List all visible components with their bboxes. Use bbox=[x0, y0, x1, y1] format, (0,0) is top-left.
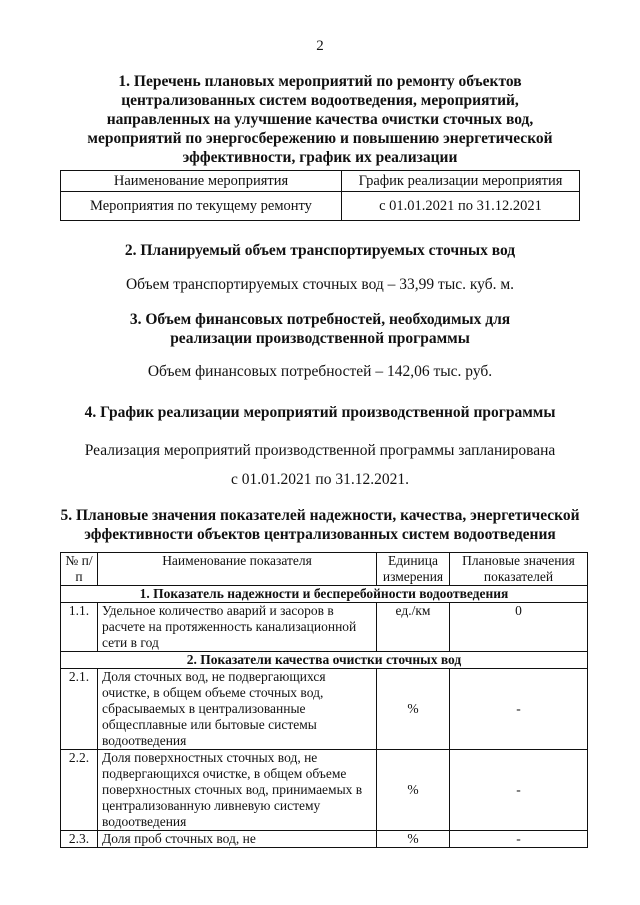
section3-title-line: 3. Объем финансовых потребностей, необходимых для bbox=[129, 311, 511, 328]
header-cell: Единица измерения bbox=[377, 553, 450, 586]
unit-cell: % bbox=[377, 669, 450, 750]
row-number-cell: 2.1. bbox=[61, 669, 98, 750]
section1-title bbox=[60, 72, 580, 167]
section-title-cell: 1. Показатель надежности и бесперебойности водоотведения bbox=[61, 586, 588, 603]
indicator-name-cell: Доля поверхностных сточных вод, не подвергающихся очистке, в общем объеме поверхностных сточных вод, принимаемых в централизованную ливневую систему водоотведения bbox=[98, 750, 377, 831]
section3-title bbox=[60, 310, 580, 348]
section4-text-line: с 01.01.2021 по 31.12.2021. bbox=[231, 471, 409, 488]
header-cell: Плановые значения показателей bbox=[450, 553, 588, 586]
indicator-name-cell: Удельное количество аварий и засоров в расчете на протяженность канализационной сети в год bbox=[98, 603, 377, 652]
section4-text bbox=[40, 436, 600, 494]
section1-title-line: мероприятий по энергосбережению и повышению энергетической bbox=[87, 130, 553, 147]
section-title-cell: 2. Показатели качества очистки сточных вод bbox=[61, 652, 588, 669]
table-cell: с 01.01.2021 по 31.12.2021 bbox=[342, 192, 580, 221]
table-row bbox=[61, 603, 588, 652]
section4-text-line: Реализация мероприятий производственной программы запланирована bbox=[84, 442, 556, 459]
section2-text: Объем транспортируемых сточных вод – 33,99 тыс. куб. м. bbox=[125, 276, 515, 293]
section5-title-line: эффективности объектов централизованных систем водоотведения bbox=[84, 526, 556, 543]
section4-title: 4. График реализации мероприятий производственной программы bbox=[84, 404, 556, 421]
table-row bbox=[61, 750, 588, 831]
value-cell: 0 bbox=[450, 603, 588, 652]
section5-title-line: 5. Плановые значения показателей надежности, качества, энергетической bbox=[60, 507, 580, 524]
section1-title-line: направленных на улучшение качества очистки сточных вод, bbox=[106, 111, 534, 128]
header-cell: Наименование показателя bbox=[98, 553, 377, 586]
value-cell: - bbox=[450, 831, 588, 848]
header-cell: Наименование мероприятия bbox=[61, 171, 342, 192]
section1-title-line: 1. Перечень плановых мероприятий по ремонту объектов bbox=[118, 73, 522, 90]
row-number-cell: 2.3. bbox=[61, 831, 98, 848]
section1-title-line: эффективности, график их реализации bbox=[182, 149, 458, 166]
value-cell: - bbox=[450, 669, 588, 750]
table-section-row bbox=[61, 652, 588, 669]
unit-cell: % bbox=[377, 750, 450, 831]
table-section-row bbox=[61, 586, 588, 603]
header-cell: График реализации мероприятия bbox=[342, 171, 580, 192]
table-row bbox=[61, 192, 580, 221]
indicators-table bbox=[60, 552, 588, 848]
table-header-row bbox=[61, 553, 588, 586]
indicator-name-cell: Доля проб сточных вод, не bbox=[98, 831, 377, 848]
row-number-cell: 2.2. bbox=[61, 750, 98, 831]
unit-cell: % bbox=[377, 831, 450, 848]
value-cell: - bbox=[450, 750, 588, 831]
section5-title bbox=[20, 506, 620, 544]
header-cell: № п/п bbox=[61, 553, 98, 586]
unit-cell: ед./км bbox=[377, 603, 450, 652]
indicator-name-cell: Доля сточных вод, не подвергающихся очистке, в общем объеме сточных вод, сбрасываемых в централизованные общесплавные или бытовые системы водоотведения bbox=[98, 669, 377, 750]
activities-table bbox=[60, 170, 580, 221]
row-number-cell: 1.1. bbox=[61, 603, 98, 652]
page-number: 2 bbox=[316, 38, 324, 54]
table-row bbox=[61, 669, 588, 750]
section1-title-line: централизованных систем водоотведения, мероприятий, bbox=[121, 92, 519, 109]
table-row bbox=[61, 831, 588, 848]
section3-text: Объем финансовых потребностей – 142,06 тыс. руб. bbox=[147, 363, 493, 380]
table-header-row bbox=[61, 171, 580, 192]
section3-title-line: реализации производственной программы bbox=[170, 330, 470, 347]
section2-title: 2. Планируемый объем транспортируемых сточных вод bbox=[124, 242, 516, 259]
table-cell: Мероприятия по текущему ремонту bbox=[61, 192, 342, 221]
